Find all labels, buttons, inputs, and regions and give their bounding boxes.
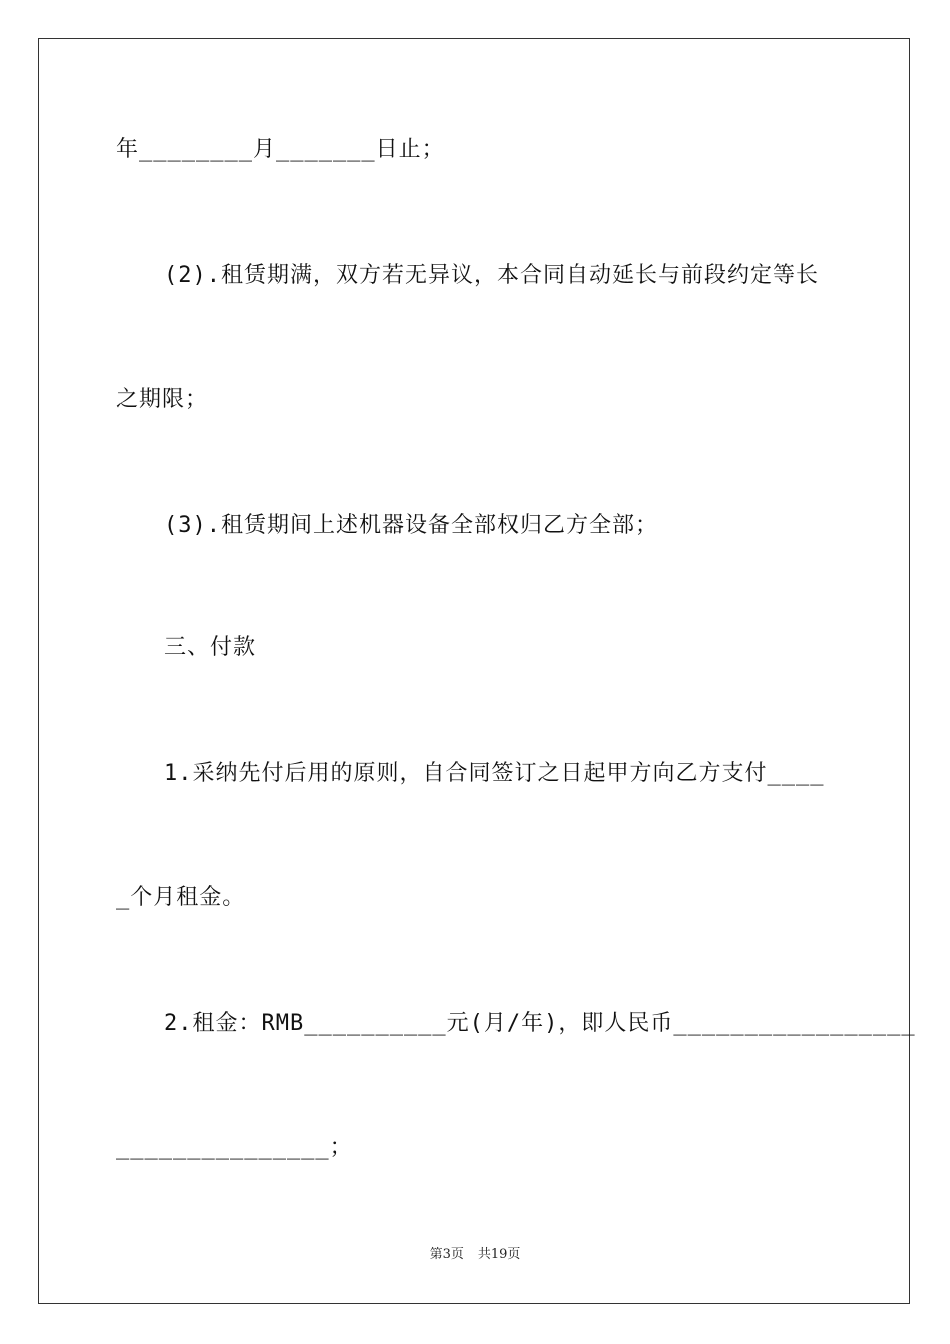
page-number-total: 共19页 [477, 1247, 521, 1262]
page-number-current: 第3页 [429, 1247, 464, 1262]
text-line-clause-2: (2).租赁期满，双方若无异议，本合同自动延长与前段约定等长 [164, 263, 819, 288]
section-heading-payment: 三、付款 [164, 635, 257, 660]
text-line-payment-2: 2.租金：RMB__________元(月/年)，即人民币_________________ [164, 1011, 916, 1036]
text-line-clause-3: (3).租赁期间上述机器设备全部权归乙方全部； [164, 513, 658, 538]
text-line-date-end: 年________月_______日止； [116, 137, 445, 162]
page-footer [0, 1245, 950, 1265]
text-line-payment-1-cont: _个月租金。 [116, 885, 246, 910]
page-border [38, 38, 910, 1304]
text-line-clause-2-cont: 之期限； [116, 387, 209, 412]
text-line-payment-1: 1.采纳先付后用的原则，自合同签订之日起甲方向乙方支付____ [164, 761, 825, 786]
text-line-payment-2-cont: _______________； [116, 1135, 353, 1160]
